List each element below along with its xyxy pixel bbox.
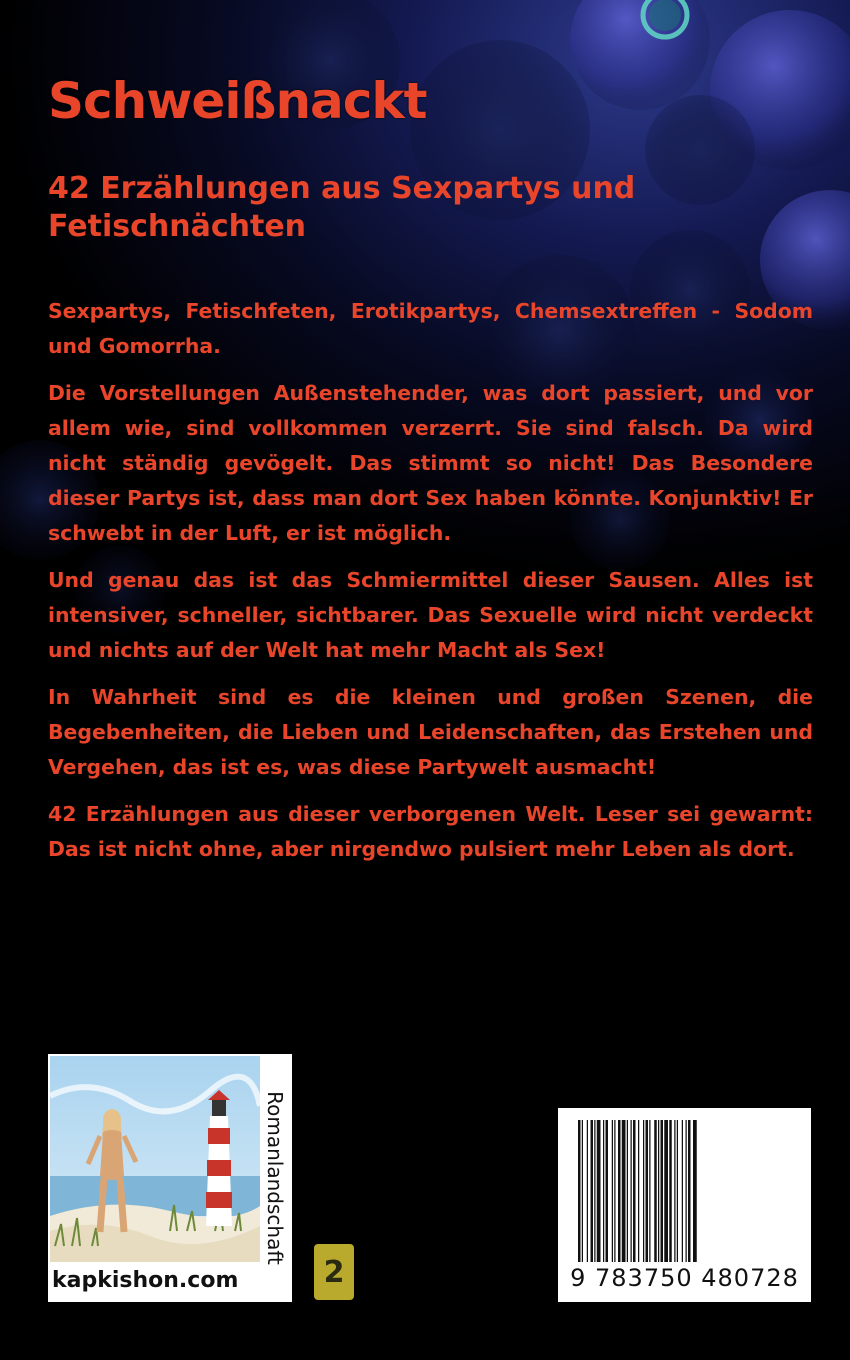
barcode-bar — [669, 1120, 672, 1262]
barcode-bar — [688, 1120, 691, 1262]
barcode-bar — [674, 1120, 675, 1262]
barcode-bar — [693, 1120, 697, 1262]
publisher-logo — [48, 1054, 292, 1302]
barcode-bar — [654, 1120, 657, 1262]
barcode-bar — [614, 1120, 615, 1262]
barcode-bar — [658, 1120, 659, 1262]
barcode-bar — [594, 1120, 595, 1262]
barcode-bar — [643, 1120, 644, 1262]
barcode-bar — [686, 1120, 687, 1262]
barcode-bar — [661, 1120, 664, 1262]
isbn-barcode — [558, 1108, 811, 1302]
barcode-bar — [682, 1120, 683, 1262]
blurb-paragraph: In Wahrheit sind es die kleinen und großen Szenen, die Begebenheiten, die Lieben und Leidenschaften, das Erstehen und Vergehen, das ist es, was diese Partywelt ausmacht! — [48, 685, 813, 779]
barcode-bar — [606, 1120, 609, 1262]
barcode-bar — [638, 1120, 639, 1262]
barcode-bar — [649, 1120, 650, 1262]
barcode-bar — [591, 1120, 594, 1262]
blurb-text — [48, 294, 813, 879]
barcode-bar — [587, 1120, 588, 1262]
series-number-badge — [314, 1244, 354, 1300]
barcode-bar — [603, 1120, 604, 1262]
barcode-bars — [578, 1120, 791, 1262]
barcode-bar — [612, 1120, 613, 1262]
barcode-bar — [677, 1120, 678, 1262]
blurb-paragraph: 42 Erzählungen aus dieser verborgenen Welt. Leser sei gewarnt: Das ist nicht ohne, aber nirgendwo pulsiert mehr Leben als dort. — [48, 802, 813, 861]
barcode-bar — [582, 1120, 583, 1262]
book-subtitle: 42 Erzählungen aus Sexpartys und Fetischnächten — [48, 171, 636, 244]
barcode-bar — [633, 1120, 636, 1262]
series-number: 2 — [323, 1254, 345, 1290]
blurb-paragraph: Sexpartys, Fetischfeten, Erotikpartys, Chemsextreffen - Sodom und Gomorrha. — [48, 299, 813, 358]
publisher-url: kapkishon.com — [52, 1268, 239, 1293]
series-name: Romanlandschaft — [263, 1091, 287, 1265]
barcode-bar — [578, 1120, 581, 1262]
beach-lighthouse-illustration — [50, 1056, 260, 1262]
blurb-paragraph: Die Vorstellungen Außenstehender, was dort passiert, und vor allem wie, sind vollkommen verzerrt. Sie sind falsch. Da wird nicht ständig gevögelt. Das stimmt so nicht! Das Besondere dieser Partys ist, dass man dort Sex haben könnte. Konjunktiv! Er schwebt in der Luft, er ist möglich. — [48, 381, 813, 545]
barcode-bar — [618, 1120, 621, 1262]
blurb-paragraph: Und genau das ist das Schmiermittel dieser Sausen. Alles ist intensiver, schneller, sichtbarer. Das Sexuelle wird nicht verdeckt und nichts auf der Welt hat mehr Macht als Sex! — [48, 568, 813, 662]
barcode-bar — [597, 1120, 601, 1262]
barcode-bar — [664, 1120, 668, 1262]
barcode-bar — [627, 1120, 628, 1262]
barcode-bar — [646, 1120, 649, 1262]
isbn-number: 9 783750 480728 — [570, 1264, 799, 1292]
barcode-bar — [631, 1120, 632, 1262]
book-title: Schweißnackt — [48, 72, 427, 130]
barcode-bar — [622, 1120, 626, 1262]
